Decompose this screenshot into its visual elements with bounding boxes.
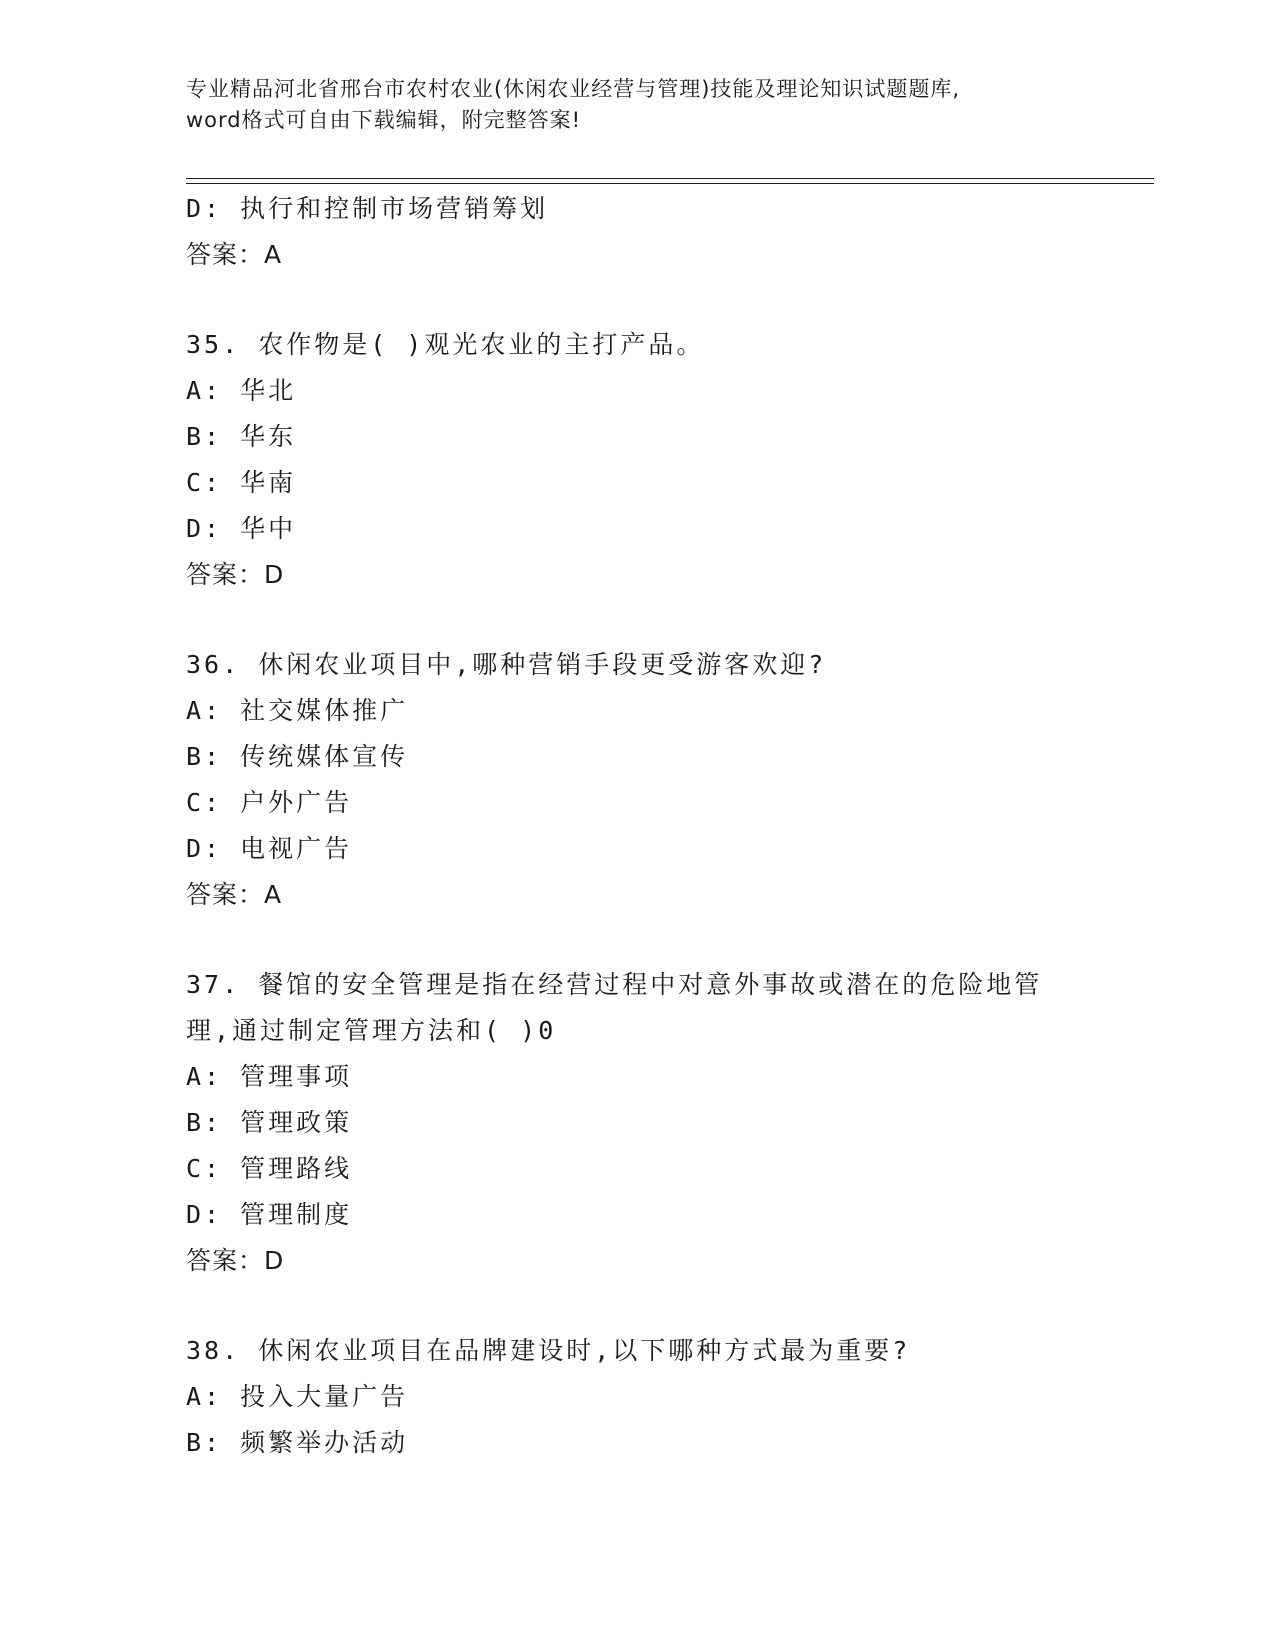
q36-option-d: D: 电视广告: [186, 834, 353, 863]
q37-option-a: A: 管理事项: [186, 1062, 353, 1091]
spacer: [186, 278, 1086, 322]
q37-option-d: D: 管理制度: [186, 1200, 353, 1229]
q38-question: 38. 休闲农业项目在品牌建设时,以下哪种方式最为重要?: [186, 1336, 911, 1365]
q36-option-b: B: 传统媒体宣传: [186, 742, 409, 771]
q35-option-a: A: 华北: [186, 376, 297, 405]
q35-question: 35. 农作物是( )观光农业的主打产品。: [186, 330, 705, 359]
header-divider-top: [186, 178, 1154, 179]
spacer: [186, 1284, 1086, 1328]
q37-option-b: B: 管理政策: [186, 1108, 353, 1137]
q34-option-d: D: 执行和控制市场营销筹划: [186, 194, 549, 223]
header-divider-bottom: [186, 183, 1154, 184]
q35-option-d: D: 华中: [186, 514, 297, 543]
question-list: [186, 186, 1086, 1466]
header-title-line-2: word格式可自由下载编辑，附完整答案!: [186, 108, 582, 132]
spacer: [186, 918, 1086, 962]
q38-option-b: B: 频繁举办活动: [186, 1428, 409, 1457]
q35-answer: 答案：D: [186, 560, 285, 589]
q36-option-c: C: 户外广告: [186, 788, 353, 817]
document-header: [186, 74, 1086, 136]
q37-answer: 答案：D: [186, 1246, 285, 1275]
spacer: [186, 598, 1086, 642]
q36-answer: 答案：A: [186, 880, 283, 909]
q37-option-c: C: 管理路线: [186, 1154, 353, 1183]
q34-answer: 答案：A: [186, 240, 283, 269]
q35-option-c: C: 华南: [186, 468, 297, 497]
q36-option-a: A: 社交媒体推广: [186, 696, 409, 725]
q36-question: 36. 休闲农业项目中,哪种营销手段更受游客欢迎?: [186, 650, 827, 679]
q35-option-b: B: 华东: [186, 422, 297, 451]
header-title-line-1: 专业精品河北省邢台市农村农业(休闲农业经营与管理)技能及理论知识试题题库,: [186, 77, 961, 101]
q37-question-line-1: 37. 餐馆的安全管理是指在经营过程中对意外事故或潜在的危险地管: [186, 970, 1043, 999]
q38-option-a: A: 投入大量广告: [186, 1382, 409, 1411]
q37-question-line-2: 理,通过制定管理方法和( )0: [186, 1016, 557, 1045]
